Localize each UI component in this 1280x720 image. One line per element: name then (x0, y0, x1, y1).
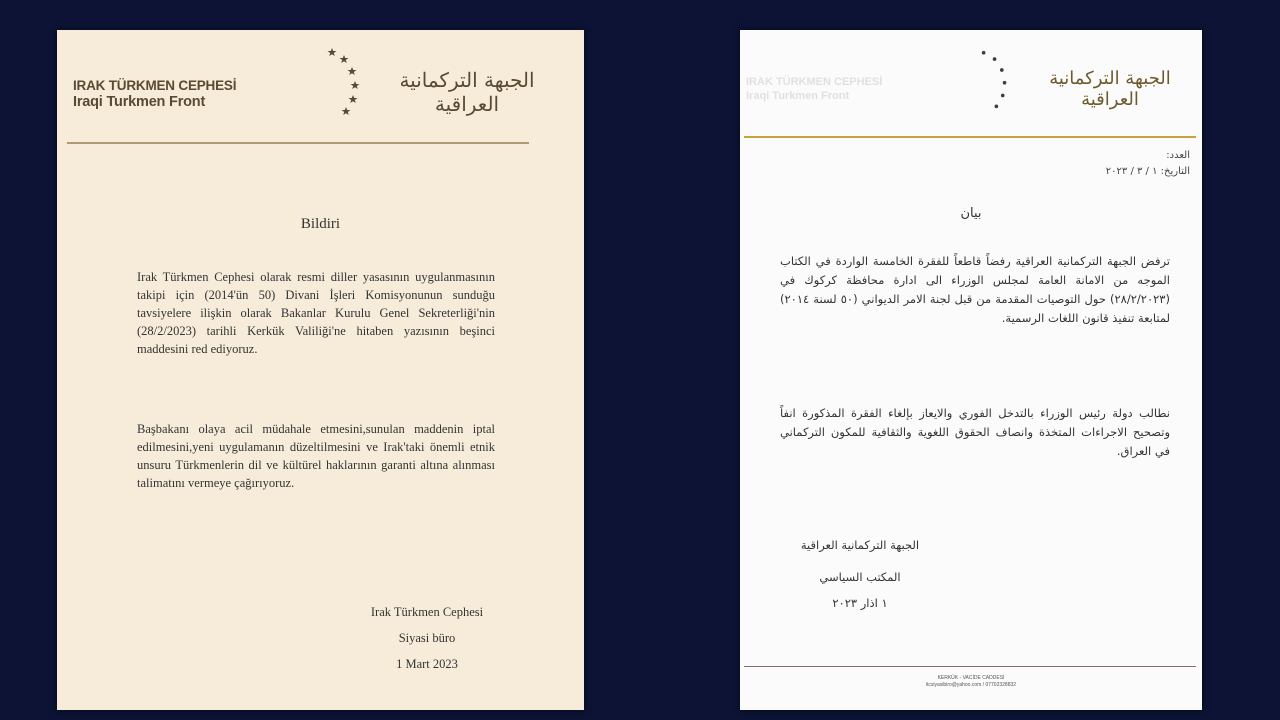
signature-office: المكتب السياسي (819, 570, 901, 584)
signature-date: 1 Mart 2023 (396, 657, 458, 671)
footer-divider (744, 666, 1196, 667)
crescent-stars-logo-icon (262, 40, 372, 135)
org-name-arabic: الجبهة التركمانية العراقية (399, 68, 535, 116)
body-paragraph-2: Başbakanı olaya acil müdahale etmesini,sunulan maddenin iptal edilmesini,yeni uygulamanın düzeltilmesini ve Irak'taki önemli etnik unsuru Türkmenlerin dil ve kültürel haklarının garanti altına alınması talimatını vermeye çağırıyoruz. (137, 422, 495, 490)
body-paragraph-2: نطالب دولة رئيس الوزراء بالتدخل الفوري والايعاز بإلغاء الفقرة المذكورة انفاً وتصحيح الاجراءات المتخذة وانصاف الحقوق اللغوية والثقافية للمكون التركماني في العراق. (780, 406, 1170, 458)
reference-number-label: العدد: (1166, 150, 1190, 161)
org-name-arabic: الجبهة التركمانية العراقية (1049, 68, 1171, 110)
footer-contact (740, 675, 1202, 689)
body-paragraph-1: Irak Türkmen Cephesi olarak resmi diller yasasının uygulanmasının takipi için (2014'ün 50) Divani İşleri Komisyonunun sunduğu tavsiyelere ilişkin olarak Bakanlar Kurulu Genel Sekreterliği'nin (28/2/2023) tarihli Kerkük Valiliği'ne hitaben yazısının beşinci maddesini red ediyoruz. (137, 270, 495, 356)
crescent-stars-logo-icon (920, 40, 1020, 130)
reference-date-label: التاريخ: ١ / ٣ / ٢٠٢٣ (1105, 166, 1190, 177)
org-name-turkish-faded: IRAK TÜRKMEN CEPHESİ (746, 76, 883, 88)
footer-address: KERKÜK - VACİDE CADDESİ (937, 675, 1005, 681)
arabic-statement-document (740, 30, 1202, 710)
header-divider (67, 142, 529, 144)
org-name-turkish: IRAK TÜRKMEN CEPHESİ (73, 78, 237, 93)
org-name-english: Iraqi Turkmen Front (73, 94, 206, 110)
body-paragraph-1: ترفض الجبهة التركمانية العراقية رفضاً قاطعاً للفقرة الخامسة الواردة في الكتاب الموجه من الامانة العامة لمجلس الوزراء الى ادارة محافظة كركوك في (٢٨/٢/٢٠٢٣) حول التوصيات المقدمة من قبل لجنة الامر الديواني (٥٠ لسنة ٢٠١٤) لمتابعة تنفيذ قانون اللغات الرسمية. (780, 254, 1170, 325)
footer-email-phone: itcsiyasibiro@yahoo.com / 07702328832 (925, 682, 1017, 688)
signature-date: ١ اذار ٢٠٢٣ (832, 596, 888, 610)
header-divider-gold (744, 136, 1196, 138)
org-name-english-faded: Iraqi Turkmen Front (746, 90, 850, 102)
document-title: بيان (960, 206, 982, 221)
signature-org: Irak Türkmen Cephesi (370, 605, 484, 619)
document-title: Bildiri (300, 216, 341, 232)
signature-org: الجبهة التركمانية العراقية (800, 538, 920, 552)
turkish-statement-document (57, 30, 584, 710)
signature-office: Siyasi büro (398, 631, 456, 645)
